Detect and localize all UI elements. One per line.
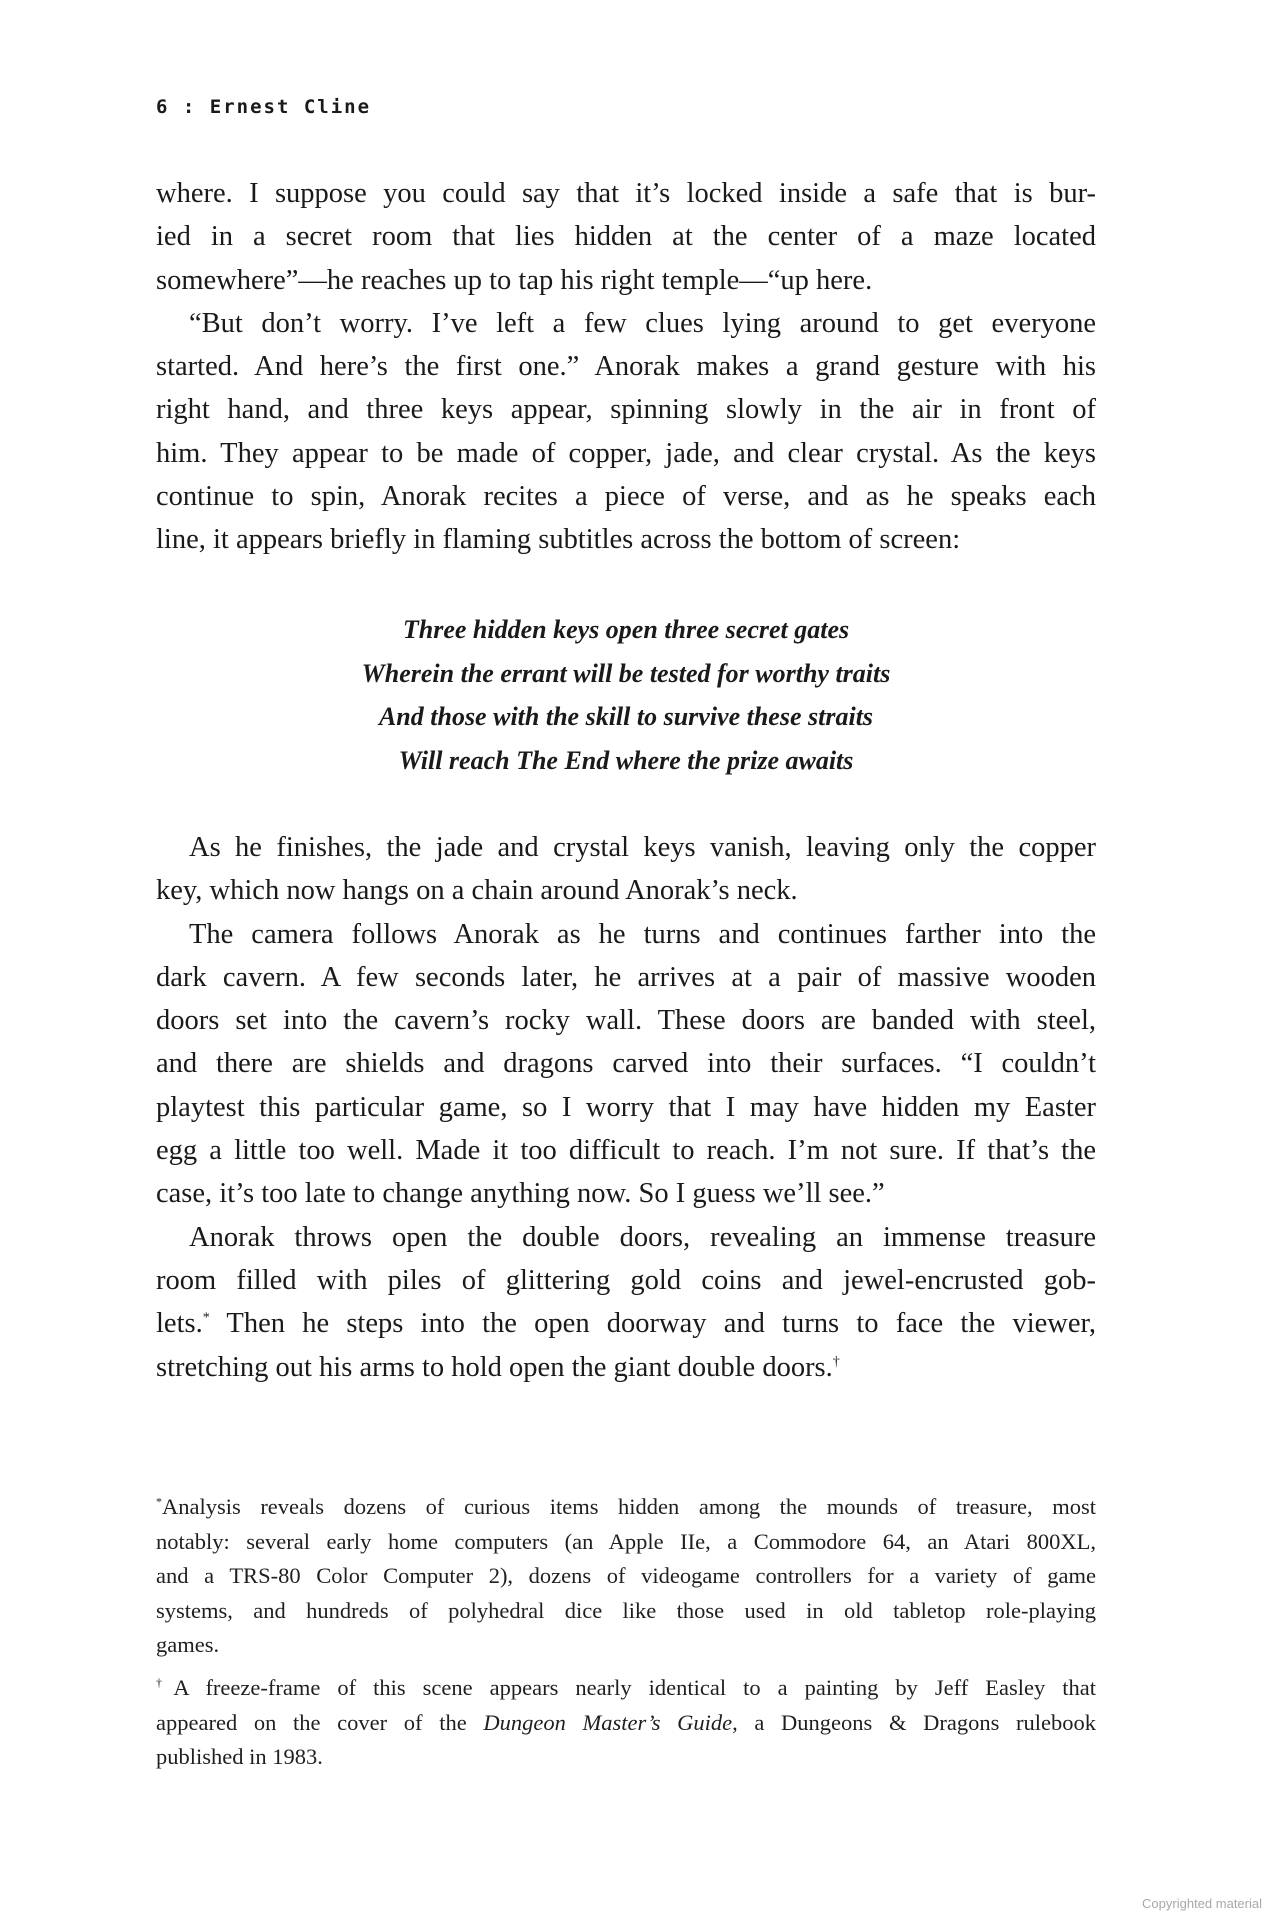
- footnote-line: and a TRS-80 Color Computer 2), dozens of videogame controllers for a variety of game: [156, 1563, 1096, 1589]
- text-line: right hand, and three keys appear, spinning slowly in the air in front of: [156, 394, 1096, 426]
- text-segment: stretching out his arms to hold open the giant double doors.: [156, 1351, 833, 1383]
- text-line: Anorak throws open the double doors, revealing an immense treasure: [189, 1221, 1096, 1253]
- text-line: room filled with piles of glittering gold coins and jewel-encrusted gob-: [156, 1264, 1096, 1296]
- text-line: playtest this particular game, so I worry that I may have hidden my Easter: [156, 1091, 1096, 1123]
- footnote-line: notably: several early home computers (an Apple IIe, a Commodore 64, an Atari 800XL,: [156, 1528, 1096, 1554]
- footnote-asterisk: [156, 1490, 1096, 1663]
- text-segment: Analysis reveals dozens of curious items hidden among the mounds of treasure, most: [162, 1494, 1096, 1519]
- footnote-line: [156, 1706, 1096, 1741]
- footnote-marker: *: [156, 1494, 162, 1509]
- body-text-block-1: [156, 172, 1096, 562]
- text-line: continue to spin, Anorak recites a piece of verse, and as he speaks each: [156, 481, 1096, 513]
- text-line: case, it’s too late to change anything now. So I guess we’ll see.”: [156, 1178, 885, 1210]
- running-head: 6 : Ernest Cline: [156, 96, 372, 118]
- text-line: started. And here’s the first one.” Anorak makes a grand gesture with his: [156, 351, 1096, 383]
- footnote-line: published in 1983.: [156, 1744, 323, 1770]
- text-line-with-footnote: [156, 1346, 1096, 1389]
- text-line: doors set into the cavern’s rocky wall. These doors are banded with steel,: [156, 1005, 1096, 1037]
- text-line: him. They appear to be made of copper, jade, and clear crystal. As the keys: [156, 437, 1096, 469]
- footnote-marker: †: [156, 1675, 174, 1690]
- text-line: line, it appears briefly in flaming subtitles across the bottom of screen:: [156, 524, 961, 556]
- book-title: Dungeon Master’s Guide: [483, 1709, 733, 1735]
- footnotes: [156, 1490, 1096, 1775]
- text-segment: , a Dungeons & Dragons rulebook: [732, 1709, 1097, 1735]
- text-segment: appeared on the cover of the: [156, 1709, 484, 1735]
- text-segment: Then he steps into the open doorway and turns to face the viewer,: [209, 1308, 1096, 1340]
- text-line: key, which now hangs on a chain around Anorak’s neck.: [156, 875, 798, 907]
- footnote-line: games.: [156, 1632, 220, 1658]
- verse-line: Three hidden keys open three secret gates: [402, 615, 850, 644]
- text-line: dark cavern. A few seconds later, he arrives at a pair of massive wooden: [156, 961, 1096, 993]
- verse-line: Will reach The End where the prize awaits: [398, 745, 854, 775]
- text-line: As he finishes, the jade and crystal keys vanish, leaving only the copper: [189, 832, 1096, 863]
- text-line-with-footnote: [156, 1302, 1096, 1345]
- footnote-line: systems, and hundreds of polyhedral dice like those used in old tabletop role-playing: [156, 1597, 1096, 1623]
- footnote-line: [156, 1671, 1096, 1706]
- text-line: ied in a secret room that lies hidden at the center of a maze located: [156, 221, 1096, 253]
- text-line: egg a little too well. Made it too difficult to reach. I’m not sure. If that’s the: [156, 1135, 1096, 1167]
- text-segment: A freeze-frame of this scene appears nearly identical to a painting by Jeff Easley that: [173, 1674, 1097, 1700]
- footnote-dagger: [156, 1671, 1096, 1775]
- copyright-watermark: Copyrighted material: [1142, 1896, 1262, 1911]
- footnote-ref-asterisk[interactable]: *: [202, 1310, 210, 1326]
- footnote-ref-dagger[interactable]: †: [832, 1354, 840, 1370]
- text-line: The camera follows Anorak as he turns and continues farther into the: [189, 918, 1096, 950]
- text-segment: lets.: [156, 1308, 203, 1340]
- text-line: somewhere”—he reaches up to tap his right temple—“up here.: [156, 264, 873, 296]
- text-line: and there are shields and dragons carved into their surfaces. “I couldn’t: [156, 1048, 1096, 1080]
- text-line: where. I suppose you could say that it’s locked inside a safe that is bur-: [156, 178, 1096, 209]
- body-text-block-2: [156, 826, 1096, 1389]
- footnote-line: [156, 1490, 1096, 1525]
- verse-block: [156, 608, 1096, 782]
- verse-line: And those with the skill to survive these straits: [378, 702, 874, 731]
- verse-line: Wherein the errant will be tested for worthy traits: [361, 658, 891, 688]
- text-line: “But don’t worry. I’ve left a few clues lying around to get everyone: [189, 307, 1096, 339]
